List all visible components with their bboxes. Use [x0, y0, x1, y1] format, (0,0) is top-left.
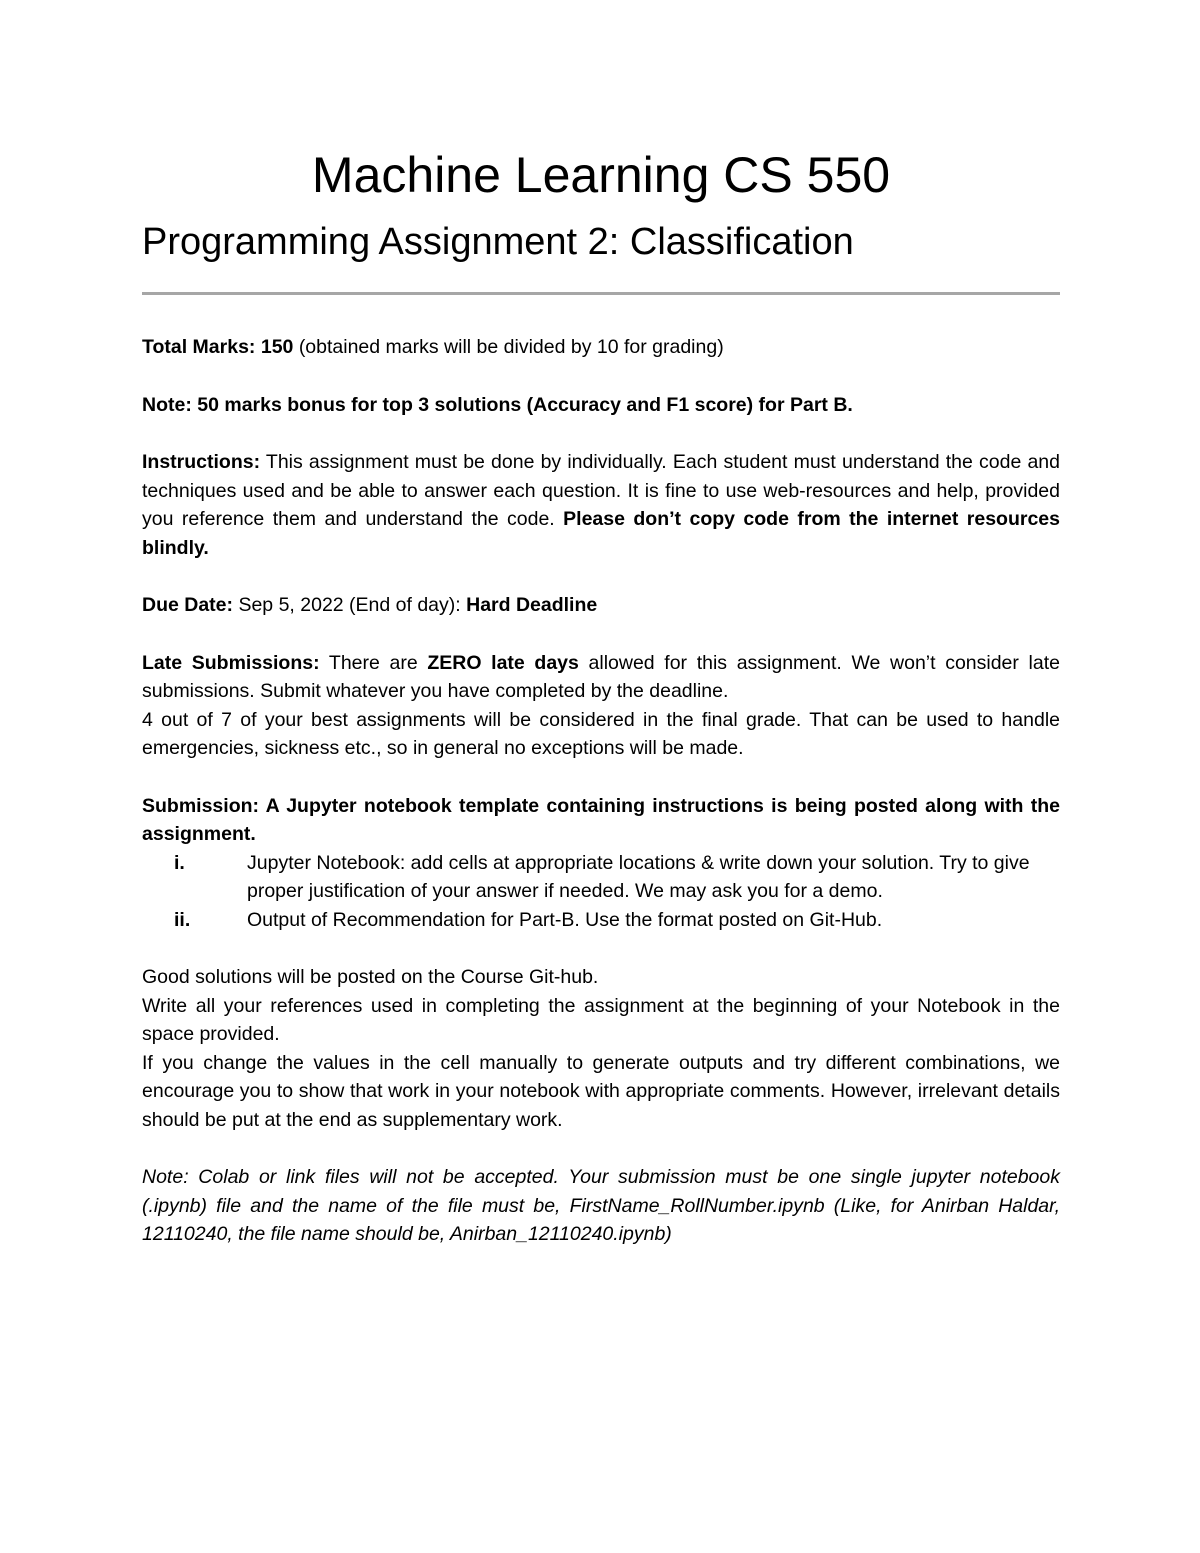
- due-date-deadline: Hard Deadline: [466, 594, 598, 616]
- submission-heading: Submission: A Jupyter notebook template containing instructions is being posted along with the assignment.: [142, 794, 1060, 845]
- document-title: Machine Learning CS 550: [311, 147, 891, 203]
- list-item-text: Jupyter Notebook: add cells at appropriate locations & write down your solution. Try to give proper justification of your answer if needed. We may ask you for a demo.: [247, 851, 1030, 902]
- document-body: [142, 333, 1060, 1278]
- good-solutions-line: Good solutions will be posted on the Course Git-hub.: [142, 966, 599, 988]
- late-submissions-paragraph: [142, 649, 1060, 706]
- horizontal-rule: [142, 292, 1060, 295]
- late-submissions-label: Late Submissions:: [142, 651, 320, 674]
- document-subtitle: Programming Assignment 2: Classification: [142, 221, 854, 263]
- list-item-number: ii.: [174, 908, 191, 931]
- instructions-label: Instructions:: [142, 451, 261, 473]
- list-item-number: i.: [174, 851, 185, 874]
- best-assignments-paragraph: 4 out of 7 of your best assignments will be considered in the final grade. That can be used to handle emergencies, sickness etc., so in general no exceptions will be made.: [142, 708, 1060, 759]
- total-marks-value: 150: [260, 336, 294, 358]
- list-item-text: Output of Recommendation for Part-B. Use the format posted on Git-Hub.: [247, 908, 883, 931]
- due-date-text: Sep 5, 2022 (End of day):: [238, 594, 461, 616]
- final-note: Note: Colab or link files will not be accepted. Your submission must be one single jupyter notebook (.ipynb) file and the name of the file must be, FirstName_RollNumber.ipynb (Like, for Anirban Haldar, 12110240, the file name should be, Anirban_12110240.ipynb): [142, 1166, 1060, 1245]
- instructions-warning: Please don’t copy code from the internet resources blindly.: [142, 508, 1060, 559]
- list-item: [142, 849, 1060, 906]
- supplementary-line: If you change the values in the cell manually to generate outputs and try different combinations, we encourage you to show that work in your notebook with appropriate comments. However, irrelevant details should be put at the end as supplementary work.: [142, 1051, 1060, 1131]
- due-date-label: Due Date:: [142, 594, 234, 616]
- submission-list: [142, 849, 1060, 935]
- total-marks-note: (obtained marks will be divided by 10 for grading): [298, 336, 724, 358]
- list-item: [142, 906, 1060, 935]
- late-submissions-zero-days: ZERO late days: [427, 651, 579, 674]
- good-solutions-block: [142, 963, 1060, 1134]
- late-submissions-text-after: allowed for this assignment. We won’t consider late submissions. Submit whatever you have completed by the deadline.: [142, 651, 1060, 702]
- bonus-note: Note: 50 marks bonus for top 3 solutions (Accuracy and F1 score) for Part B.: [142, 393, 853, 416]
- due-date-paragraph: [142, 591, 1060, 620]
- late-submissions-text-before: There are: [328, 651, 418, 674]
- bonus-note-paragraph: [142, 391, 1060, 420]
- instructions-text: This assignment must be done by individually. Each student must understand the code and techniques used and be able to answer each question. It is fine to use web-resources and help, provided you reference them and understand the code.: [142, 451, 1060, 530]
- instructions-paragraph: [142, 448, 1060, 562]
- submission-heading-paragraph: [142, 792, 1060, 849]
- references-line: Write all your references used in completing the assignment at the beginning of your Notebook in the space provided.: [142, 994, 1060, 1045]
- total-marks-label: Total Marks:: [142, 336, 256, 358]
- total-marks-paragraph: [142, 333, 1060, 362]
